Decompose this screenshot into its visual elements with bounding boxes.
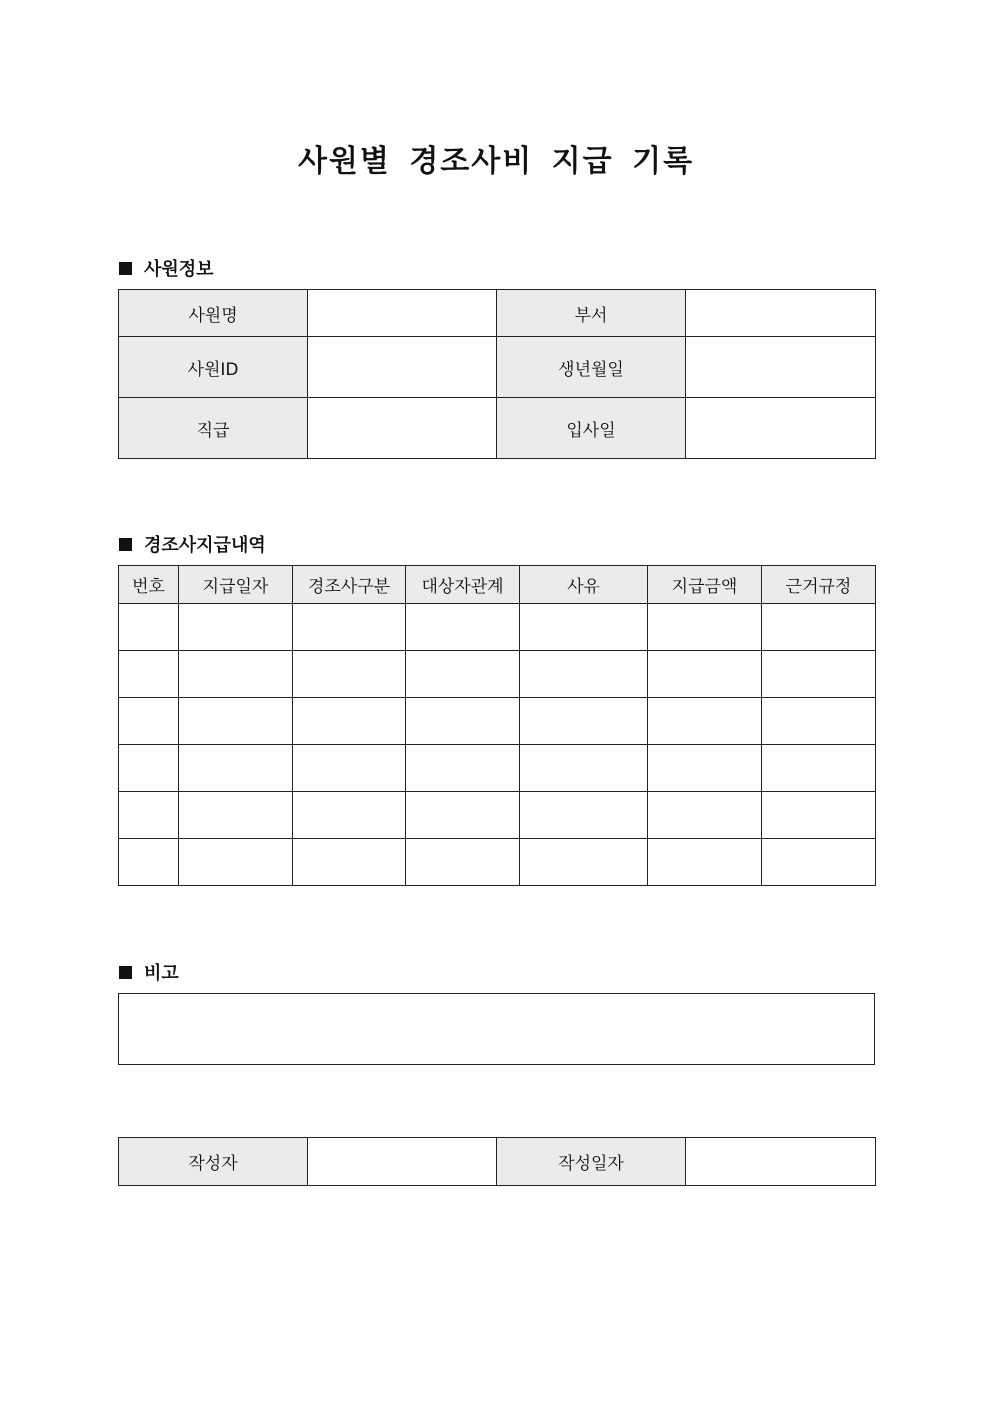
table-cell[interactable]	[119, 698, 179, 745]
dept-field[interactable]	[686, 290, 876, 337]
dept-label: 부서	[497, 290, 686, 337]
name-field[interactable]	[308, 290, 497, 337]
table-cell[interactable]	[179, 792, 293, 839]
table-cell[interactable]	[179, 745, 293, 792]
date-label: 작성일자	[497, 1138, 686, 1186]
rank-label: 직급	[119, 398, 308, 459]
table-cell[interactable]	[762, 745, 876, 792]
table-cell[interactable]	[406, 698, 520, 745]
table-cell[interactable]	[648, 651, 762, 698]
table-cell[interactable]	[648, 698, 762, 745]
birth-field[interactable]	[686, 337, 876, 398]
section-label: 비고	[144, 963, 179, 984]
table-cell[interactable]	[293, 651, 406, 698]
birth-label: 생년월일	[497, 337, 686, 398]
page-title: 사원별 경조사비 지급 기록	[297, 144, 695, 179]
square-bullet-icon	[119, 262, 132, 275]
square-bullet-icon	[119, 966, 132, 979]
employee-info-table	[118, 289, 876, 459]
header-no: 번호	[119, 566, 179, 604]
table-cell[interactable]	[520, 792, 648, 839]
table-cell[interactable]	[179, 604, 293, 651]
header-regulation: 근거규정	[762, 566, 876, 604]
table-cell[interactable]	[762, 698, 876, 745]
table-cell[interactable]	[293, 792, 406, 839]
header-reason: 사유	[520, 566, 648, 604]
section-label: 경조사지급내역	[144, 535, 266, 556]
table-cell[interactable]	[520, 745, 648, 792]
table-cell[interactable]	[762, 839, 876, 886]
table-row	[119, 839, 876, 886]
table-cell[interactable]	[293, 698, 406, 745]
table-cell[interactable]	[406, 651, 520, 698]
table-cell[interactable]	[520, 651, 648, 698]
table-cell[interactable]	[406, 839, 520, 886]
table-cell[interactable]	[179, 651, 293, 698]
header-pay-date: 지급일자	[179, 566, 293, 604]
table-row	[119, 745, 876, 792]
table-cell[interactable]	[119, 792, 179, 839]
table-cell[interactable]	[762, 651, 876, 698]
table-cell[interactable]	[119, 745, 179, 792]
section-label: 사원정보	[144, 259, 214, 280]
table-cell[interactable]	[406, 792, 520, 839]
author-field[interactable]	[308, 1138, 497, 1186]
section-remarks	[119, 959, 179, 985]
join-label: 입사일	[497, 398, 686, 459]
table-row	[119, 792, 876, 839]
table-cell[interactable]	[762, 792, 876, 839]
table-row	[119, 651, 876, 698]
rank-field[interactable]	[308, 398, 497, 459]
table-cell[interactable]	[648, 745, 762, 792]
header-relation: 대상자관계	[406, 566, 520, 604]
section-employee-info	[119, 255, 214, 281]
date-field[interactable]	[686, 1138, 876, 1186]
table-row	[119, 698, 876, 745]
id-field[interactable]	[308, 337, 497, 398]
header-event-type: 경조사구분	[293, 566, 406, 604]
table-cell[interactable]	[648, 792, 762, 839]
table-cell[interactable]	[179, 698, 293, 745]
author-label: 작성자	[119, 1138, 308, 1186]
table-cell[interactable]	[520, 698, 648, 745]
header-amount: 지급금액	[648, 566, 762, 604]
table-row	[119, 604, 876, 651]
table-cell[interactable]	[119, 839, 179, 886]
table-cell[interactable]	[119, 604, 179, 651]
table-cell[interactable]	[293, 745, 406, 792]
table-cell[interactable]	[119, 651, 179, 698]
table-header-row	[119, 566, 876, 604]
square-bullet-icon	[119, 538, 132, 551]
id-label: 사원ID	[119, 337, 308, 398]
signature-table	[118, 1137, 876, 1186]
table-cell[interactable]	[406, 604, 520, 651]
table-cell[interactable]	[293, 839, 406, 886]
table-cell[interactable]	[648, 604, 762, 651]
table-cell[interactable]	[762, 604, 876, 651]
table-cell[interactable]	[520, 839, 648, 886]
table-cell[interactable]	[520, 604, 648, 651]
table-cell[interactable]	[179, 839, 293, 886]
remarks-field[interactable]	[118, 993, 875, 1065]
payment-table	[118, 565, 876, 886]
name-label: 사원명	[119, 290, 308, 337]
table-cell[interactable]	[293, 604, 406, 651]
join-field[interactable]	[686, 398, 876, 459]
table-cell[interactable]	[648, 839, 762, 886]
table-cell[interactable]	[406, 745, 520, 792]
section-payment-details	[119, 531, 266, 557]
